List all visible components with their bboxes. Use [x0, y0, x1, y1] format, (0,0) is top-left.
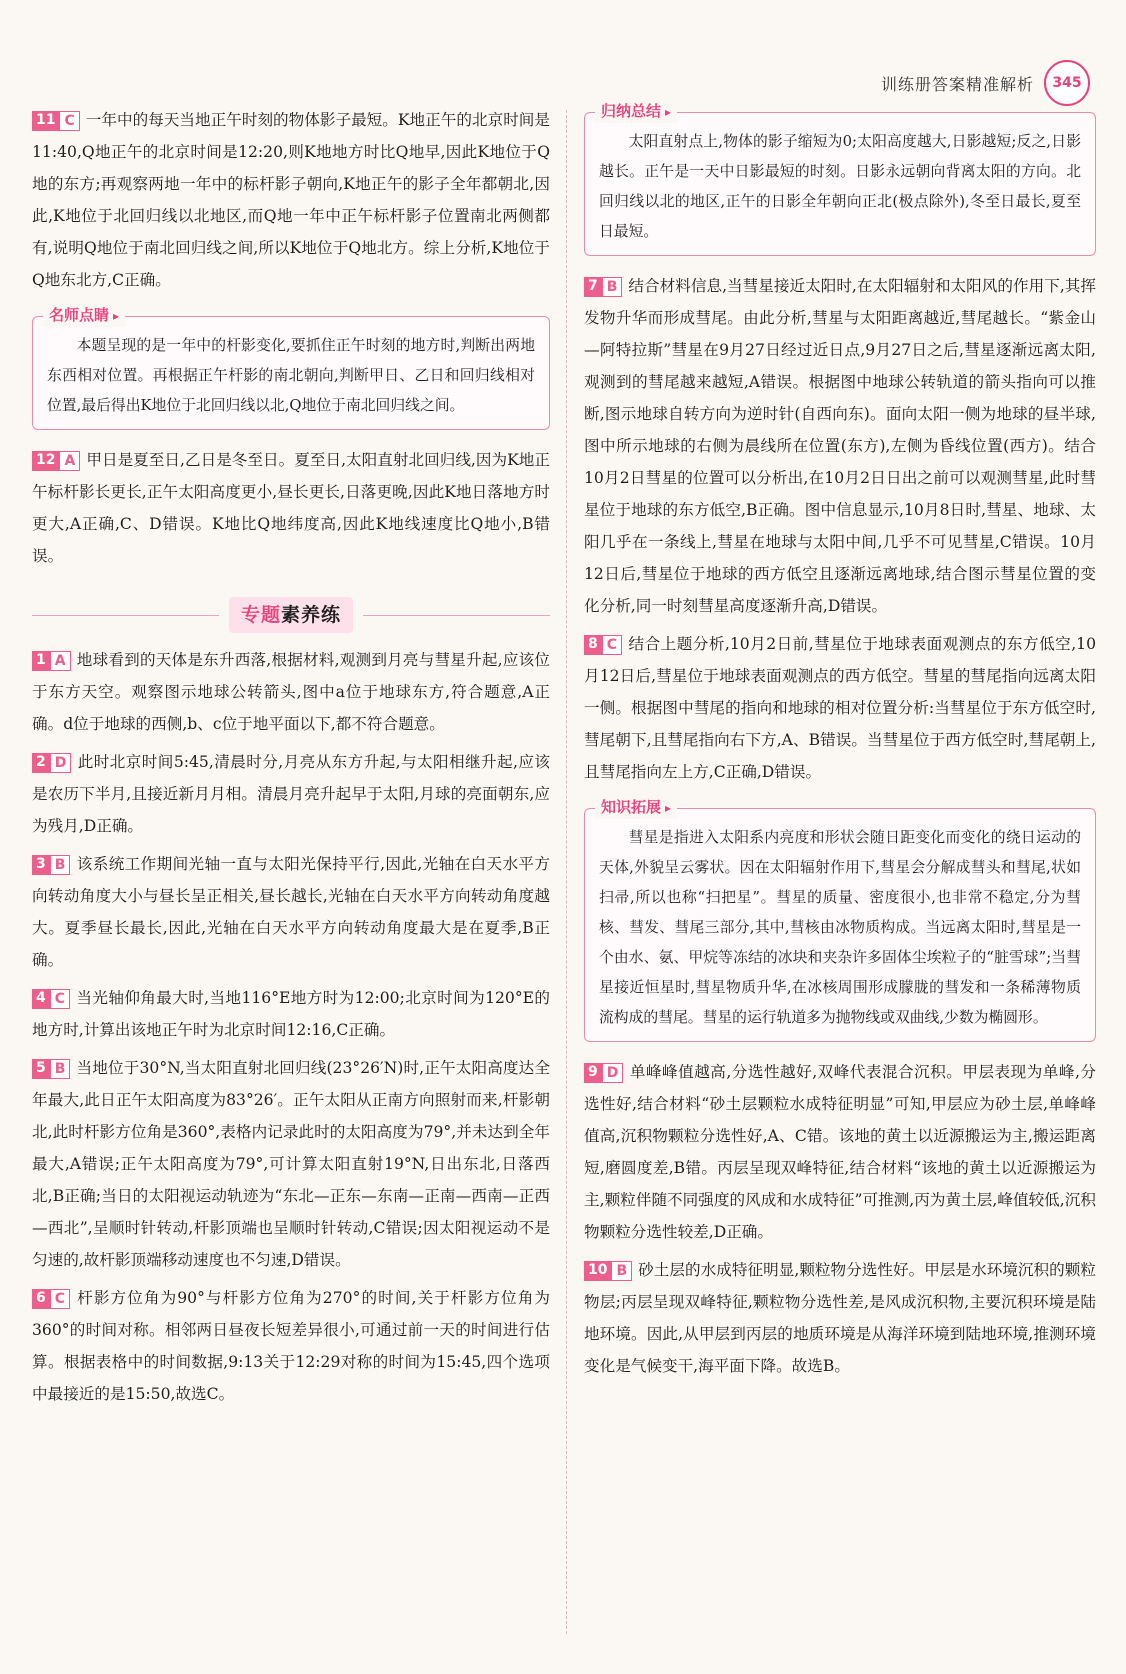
section-rule-right — [363, 615, 550, 616]
extension-text: 彗星是指进入太阳系内亮度和形状会随日距变化而变化的绕日运动的天体,外貌呈云雾状。因在太阳辐射作用下,彗星会分解成彗头和彗尾,状如扫帚,所以也称“扫把星”。彗星的质量、密度很小,也非常不稳定,分为彗核、彗发、彗尾三部分,其中,彗核由冰物质构成。当远离太阳时,彗星是一个由水、氨、甲烷等冻结的冰块和夹杂许多固体尘埃粒子的“脏雪球”;当彗星接近恒星时,彗星物质升华,在冰核周围形成朦胧的彗发和一条稀薄物质流构成的彗尾。彗星的运行轨道多为抛物线或双曲线,少数为椭圆形。 — [599, 829, 1081, 1026]
answer-item-11 — [32, 104, 550, 296]
answer-text: 单峰峰值越高,分选性越好,双峰代表混合沉积。甲层表现为单峰,分选性好,结合材料“砂土层颗粒水成特征明显”可知,甲层应为砂土层,单峰峰值高,沉积物颗粒分选性好,A、C错。该地的黄土以近源搬运为主,搬运距离短,磨圆度差,B错。丙层呈现双峰特征,结合材料“该地的黄土以近源搬运为主,颗粒伴随不同强度的风成和水成特征”可推测,丙为黄土层,峰值较低,沉积物颗粒分选性较差,D正确。 — [584, 1063, 1096, 1241]
answer-item-6 — [32, 1282, 550, 1410]
summary-box — [584, 102, 1096, 256]
answer-text: 结合上题分析,10月2日前,彗星位于地球表面观测点的东方低空,10月12日后,彗星位于地球表面观测点的西方低空。彗星的彗尾指向远离太阳一侧。根据图中彗尾的指向和地球的相对位置分析:当彗星位于东方低空时,彗尾朝下,且彗尾指向右下方,A、B错误。当彗星位于西方低空时,彗尾朝上,且彗尾指向左上方,C正确,D错误。 — [584, 635, 1096, 781]
answer-text: 一年中的每天当地正午时刻的物体影子最短。K地正午的北京时间是11:40,Q地正午的北京时间是12:20,则K地地方时比Q地早,因此K地位于Q地的东方;再观察两地一年中的标杆影子朝向,K地正午的影子全年都朝北,因此,K地位于北回归线以北地区,而Q地一年中正午标杆影子位置南北两侧都有,说明Q地位于南北回归线之间,所以K地位于Q地北方。综上分析,K地位于Q地东北方,C正确。 — [32, 111, 550, 289]
answer-text: 此时北京时间5:45,清晨时分,月亮从东方升起,与太阳相继升起,应该是农历下半月,且接近新月月相。清晨月亮升起早于太阳,月球的亮面朝东,应为残月,D正确。 — [32, 753, 550, 835]
tip-title: 名师点睛 ▸ — [43, 304, 125, 327]
section-label: 专题素养练 — [229, 597, 353, 633]
answer-text: 杆影方位角为90°与杆影方位角为270°的时间,关于杆影方位角为360°的时间对称。相邻两日昼夜长短差异很小,可通过前一天的时间进行估算。根据表格中的时间数据,9:13关于12:29对称的时间为15:45,四个选项中最接近的是15:50,故选C。 — [32, 1289, 550, 1403]
answer-item-1 — [32, 644, 550, 740]
answer-item-9 — [584, 1056, 1096, 1248]
answer-text: 甲日是夏至日,乙日是冬至日。夏至日,太阳直射北回归线,因为K地正午标杆影长更长,正午太阳高度更小,昼长更长,日落更晚,因此K地日落地方时更大,A正确,C、D错误。K地比Q地纬度高,因此K地线速度比Q地小,B错误。 — [32, 451, 550, 565]
answer-text: 当地位于30°N,当太阳直射北回归线(23°26′N)时,正午太阳高度达全年最大,此日正午太阳高度为83°26′。正午太阳从正南方向照射而来,杆影朝北,此时杆影方位角是360°,表格内记录此时的太阳高度为79°,并未达到全年最大,A错误;正午太阳高度为79°,可计算太阳直射19°N,日出东北,日落西北,B正确;当日的太阳视运动轨迹为“东北—正东—东南—正南—西南—正西—西北”,呈顺时针转动,杆影顶端也呈顺时针转动,C错误;因太阳视运动不是匀速的,故杆影顶端移动速度也不匀速,D错误。 — [32, 1059, 550, 1269]
answer-text: 砂土层的水成特征明显,颗粒物分选性好。甲层是水环境沉积的颗粒物层;丙层呈现双峰特征,颗粒物分选性差,是风成沉积物,主要沉积环境是陆地环境。因此,从甲层到丙层的地质环境是从海洋环境到陆地环境,推测环境变化是气候变干,海平面下降。故选B。 — [584, 1261, 1096, 1375]
answer-item-2 — [32, 746, 550, 842]
answer-text: 该系统工作期间光轴一直与太阳光保持平行,因此,光轴在白天水平方向转动角度大小与昼长呈正相关,昼长越长,光轴在白天水平方向转动角度越大。夏季昼长最长,因此,光轴在白天水平方向转动角度最大是在夏季,B正确。 — [32, 855, 550, 969]
question-tag: 4 C — [32, 989, 70, 1009]
right-column — [584, 104, 1096, 1388]
tip-box — [32, 306, 550, 430]
question-tag: 7 B — [584, 277, 622, 297]
tip-text: 本题呈现的是一年中的杆影变化,要抓住正午时刻的地方时,判断出两地东西相对位置。再根据正午杆影的南北朝向,判断甲日、乙日和回归线相对位置,最后得出K地位于北回归线以北,Q地位于南北回归线之间。 — [47, 337, 535, 414]
answer-item-7 — [584, 270, 1096, 622]
question-tag: 2 D — [32, 753, 71, 773]
answer-item-12 — [32, 444, 550, 572]
question-tag: 10 B — [584, 1261, 632, 1281]
answer-item-5 — [32, 1052, 550, 1276]
answer-text: 结合材料信息,当彗星接近太阳时,在太阳辐射和太阳风的作用下,其挥发物升华而形成彗尾。由此分析,彗星与太阳距离越近,彗尾越长。“紫金山—阿特拉斯”彗星在9月27日经过近日点,9月27日之后,彗星逐渐远离太阳,观测到的彗尾越来越短,A错误。根据图中地球公转轨道的箭头指向可以推断,图示地球自转方向为逆时针(自西向东)。面向太阳一侧为地球的昼半球,图中所示地球的右侧为晨线所在位置(东方),左侧为昏线位置(西方)。结合10月2日彗星的位置可以分析出,在10月2日日出之前可以观测彗星,此时彗星位于地球的东方低空,B正确。图中信息显示,10月8日时,彗星、地球、太阳几乎在一条线上,彗星在地球与太阳中间,几乎不可见彗星,C错误。10月12日后,彗星位于地球的西方低空且逐渐远离地球,结合图示彗星位置的变化分析,同一时刻彗星高度逐渐升高,D错误。 — [584, 277, 1096, 615]
question-tag: 11 C — [32, 111, 80, 131]
answer-text: 当光轴仰角最大时,当地116°E地方时为12:00;北京时间为120°E的地方时,计算出该地正午时为北京时间12:16,C正确。 — [32, 989, 550, 1039]
extension-title: 知识拓展 ▸ — [595, 796, 677, 819]
column-divider — [566, 110, 567, 1634]
left-column — [32, 104, 550, 1416]
answer-item-10 — [584, 1254, 1096, 1382]
question-tag: 1 A — [32, 651, 71, 671]
answer-item-4 — [32, 982, 550, 1046]
question-tag: 8 C — [584, 635, 622, 655]
summary-title: 归纳总结 ▸ — [595, 100, 677, 123]
section-title — [32, 598, 550, 632]
question-tag: 5 B — [32, 1059, 70, 1079]
page-header — [881, 60, 1090, 106]
question-tag: 12 A — [32, 451, 80, 471]
question-tag: 9 D — [584, 1063, 623, 1083]
answer-text: 地球看到的天体是东升西落,根据材料,观测到月亮与彗星升起,应该位于东方天空。观察图示地球公转箭头,图中a位于地球东方,符合题意,A正确。d位于地球的西侧,b、c位于地平面以下,都不符合题意。 — [32, 651, 550, 733]
section-rule-left — [32, 615, 219, 616]
extension-box — [584, 798, 1096, 1042]
answer-item-8 — [584, 628, 1096, 788]
header-title: 训练册答案精准解析 — [880, 74, 1034, 94]
answer-item-3 — [32, 848, 550, 976]
page-number: 345 — [1044, 60, 1090, 106]
question-tag: 6 C — [32, 1289, 70, 1309]
summary-text: 太阳直射点上,物体的影子缩短为0;太阳高度越大,日影越短;反之,日影越长。正午是一天中日影最短的时刻。日影永远朝向背离太阳的方向。北回归线以北的地区,正午的日影全年朝向正北(极点除外),冬至日最长,夏至日最短。 — [599, 133, 1081, 240]
question-tag: 3 B — [32, 855, 70, 875]
